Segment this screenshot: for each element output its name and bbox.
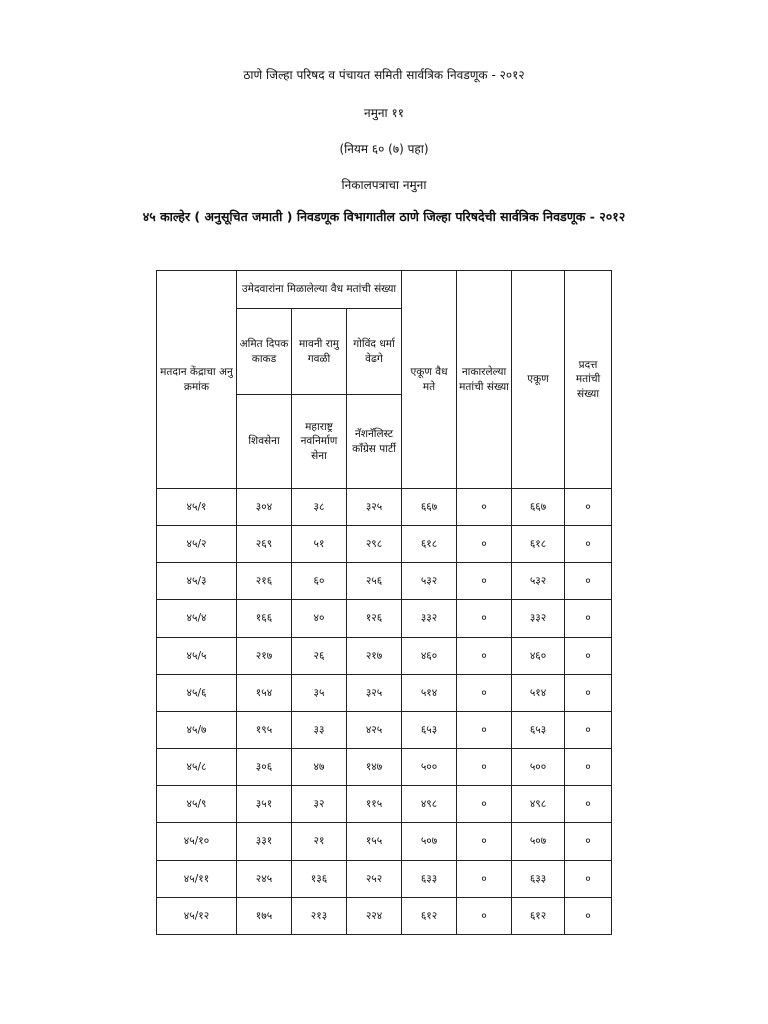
candidate-2-votes-cell: २१ (292, 823, 347, 860)
candidate-party-1: शिवसेना (237, 395, 292, 489)
total-valid-votes-cell: ४९८ (402, 786, 457, 823)
header-total-valid-votes: एकूण वैध मते (402, 271, 457, 489)
table-row (157, 749, 612, 786)
constituency-title: ४५ काल्हेर ( अनुसूचित जमाती ) निवडणूक विभागातील ठाणे जिल्हा परिषदेची सार्वत्रिक निवडणूक - २०१२ (142, 209, 626, 224)
header-booth-number: मतदान केंद्राचा अनु क्रमांक (157, 271, 237, 489)
candidate-2-votes-cell: ४० (292, 600, 347, 637)
total-cell: ३३२ (512, 600, 565, 637)
candidate-party-3: नॅशनॅलिस्ट कॉंग्रेस पार्टी (347, 395, 402, 489)
candidate-2-votes-cell: ३५ (292, 674, 347, 711)
candidate-1-votes-cell: ३०६ (237, 749, 292, 786)
booth-number-cell: ४५/५ (157, 637, 237, 674)
table-row (157, 563, 612, 600)
total-cell: ४६० (512, 637, 565, 674)
booth-number-cell: ४५/१२ (157, 897, 237, 934)
candidate-1-votes-cell: २१७ (237, 637, 292, 674)
booth-number-cell: ४५/२ (157, 526, 237, 563)
tendered-votes-cell: ० (565, 674, 612, 711)
candidate-2-votes-cell: ५१ (292, 526, 347, 563)
rejected-votes-cell: ० (457, 489, 512, 526)
candidate-name-1: अमित दिपक काकड (237, 309, 292, 395)
total-valid-votes-cell: ६५३ (402, 711, 457, 748)
candidate-name-2: मावनी रामु गवळी (292, 309, 347, 395)
total-valid-votes-cell: ३३२ (402, 600, 457, 637)
total-cell: ६६७ (512, 489, 565, 526)
rejected-votes-cell: ० (457, 526, 512, 563)
total-cell: ५०७ (512, 823, 565, 860)
total-valid-votes-cell: ४६० (402, 637, 457, 674)
total-cell: ६१२ (512, 897, 565, 934)
rejected-votes-cell: ० (457, 860, 512, 897)
tendered-votes-cell: ० (565, 711, 612, 748)
header-valid-votes-group: उमेदवारांना मिळालेल्या वैध मतांची संख्या (237, 271, 402, 309)
booth-number-cell: ४५/९ (157, 786, 237, 823)
candidate-3-votes-cell: २९८ (347, 526, 402, 563)
total-cell: ५०० (512, 749, 565, 786)
candidate-2-votes-cell: १३६ (292, 860, 347, 897)
header-tendered-votes: प्रदत्त मतांची संख्या (565, 271, 612, 489)
candidate-1-votes-cell: ३३१ (237, 823, 292, 860)
total-valid-votes-cell: ५३२ (402, 563, 457, 600)
booth-number-cell: ४५/६ (157, 674, 237, 711)
candidate-2-votes-cell: २१३ (292, 897, 347, 934)
header-rejected-votes: नाकारलेल्या मतांची संख्या (457, 271, 512, 489)
candidate-2-votes-cell: ६० (292, 563, 347, 600)
total-valid-votes-cell: ५०० (402, 749, 457, 786)
results-table (156, 270, 612, 935)
candidate-3-votes-cell: १४७ (347, 749, 402, 786)
candidate-3-votes-cell: ४२५ (347, 711, 402, 748)
total-valid-votes-cell: ६३३ (402, 860, 457, 897)
candidate-1-votes-cell: ३०४ (237, 489, 292, 526)
table-row (157, 637, 612, 674)
tendered-votes-cell: ० (565, 823, 612, 860)
total-cell: ६१८ (512, 526, 565, 563)
header-line-1: ठाणे जिल्हा परिषद व पंचायत समिती सार्वत्रिक निवडणूक - २०१२ (243, 68, 525, 82)
rejected-votes-cell: ० (457, 749, 512, 786)
candidate-party-2: महाराष्ट्र नवनिर्माण सेना (292, 395, 347, 489)
candidate-1-votes-cell: २६९ (237, 526, 292, 563)
candidate-3-votes-cell: १२६ (347, 600, 402, 637)
total-cell: ५३२ (512, 563, 565, 600)
header-total: एकूण (512, 271, 565, 489)
candidate-2-votes-cell: ३२ (292, 786, 347, 823)
total-cell: ६५३ (512, 711, 565, 748)
tendered-votes-cell: ० (565, 637, 612, 674)
booth-number-cell: ४५/३ (157, 563, 237, 600)
rule-reference: (नियम ६० (७) पहा) (339, 142, 429, 156)
table-row (157, 860, 612, 897)
candidate-1-votes-cell: २१६ (237, 563, 292, 600)
rejected-votes-cell: ० (457, 637, 512, 674)
candidate-1-votes-cell: २४५ (237, 860, 292, 897)
total-cell: ५१४ (512, 674, 565, 711)
booth-number-cell: ४५/८ (157, 749, 237, 786)
booth-number-cell: ४५/४ (157, 600, 237, 637)
booth-number-cell: ४५/११ (157, 860, 237, 897)
rejected-votes-cell: ० (457, 563, 512, 600)
total-cell: ६३३ (512, 860, 565, 897)
table-row (157, 674, 612, 711)
booth-number-cell: ४५/१० (157, 823, 237, 860)
total-valid-votes-cell: ५०७ (402, 823, 457, 860)
candidate-3-votes-cell: ३२५ (347, 489, 402, 526)
tendered-votes-cell: ० (565, 600, 612, 637)
candidate-2-votes-cell: ४७ (292, 749, 347, 786)
table-row (157, 786, 612, 823)
tendered-votes-cell: ० (565, 563, 612, 600)
candidate-2-votes-cell: ३८ (292, 489, 347, 526)
candidate-1-votes-cell: १६६ (237, 600, 292, 637)
rejected-votes-cell: ० (457, 674, 512, 711)
candidate-1-votes-cell: १७५ (237, 897, 292, 934)
rejected-votes-cell: ० (457, 786, 512, 823)
candidate-1-votes-cell: १५४ (237, 674, 292, 711)
form-title: निकालपत्राचा नमुना (341, 178, 427, 192)
candidate-3-votes-cell: २२४ (347, 897, 402, 934)
candidate-1-votes-cell: १९५ (237, 711, 292, 748)
booth-number-cell: ४५/७ (157, 711, 237, 748)
table-row (157, 526, 612, 563)
total-valid-votes-cell: ६१८ (402, 526, 457, 563)
candidate-name-3: गोविंद धर्मा वेढगे (347, 309, 402, 395)
rejected-votes-cell: ० (457, 897, 512, 934)
total-valid-votes-cell: ६१२ (402, 897, 457, 934)
form-number: नमुना ११ (364, 106, 404, 120)
candidate-1-votes-cell: ३५१ (237, 786, 292, 823)
rejected-votes-cell: ० (457, 600, 512, 637)
tendered-votes-cell: ० (565, 897, 612, 934)
candidate-3-votes-cell: ३२५ (347, 674, 402, 711)
tendered-votes-cell: ० (565, 489, 612, 526)
rejected-votes-cell: ० (457, 711, 512, 748)
candidate-3-votes-cell: १५५ (347, 823, 402, 860)
table-row (157, 489, 612, 526)
table-row (157, 600, 612, 637)
total-valid-votes-cell: ६६७ (402, 489, 457, 526)
tendered-votes-cell: ० (565, 786, 612, 823)
candidate-3-votes-cell: २५२ (347, 860, 402, 897)
candidate-3-votes-cell: २१७ (347, 637, 402, 674)
total-valid-votes-cell: ५१४ (402, 674, 457, 711)
table-row (157, 823, 612, 860)
tendered-votes-cell: ० (565, 526, 612, 563)
candidate-3-votes-cell: ११५ (347, 786, 402, 823)
table-row (157, 711, 612, 748)
tendered-votes-cell: ० (565, 749, 612, 786)
candidate-3-votes-cell: २५६ (347, 563, 402, 600)
booth-number-cell: ४५/१ (157, 489, 237, 526)
candidate-2-votes-cell: ३३ (292, 711, 347, 748)
rejected-votes-cell: ० (457, 823, 512, 860)
total-cell: ४९८ (512, 786, 565, 823)
tendered-votes-cell: ० (565, 860, 612, 897)
candidate-2-votes-cell: २६ (292, 637, 347, 674)
table-row (157, 897, 612, 934)
